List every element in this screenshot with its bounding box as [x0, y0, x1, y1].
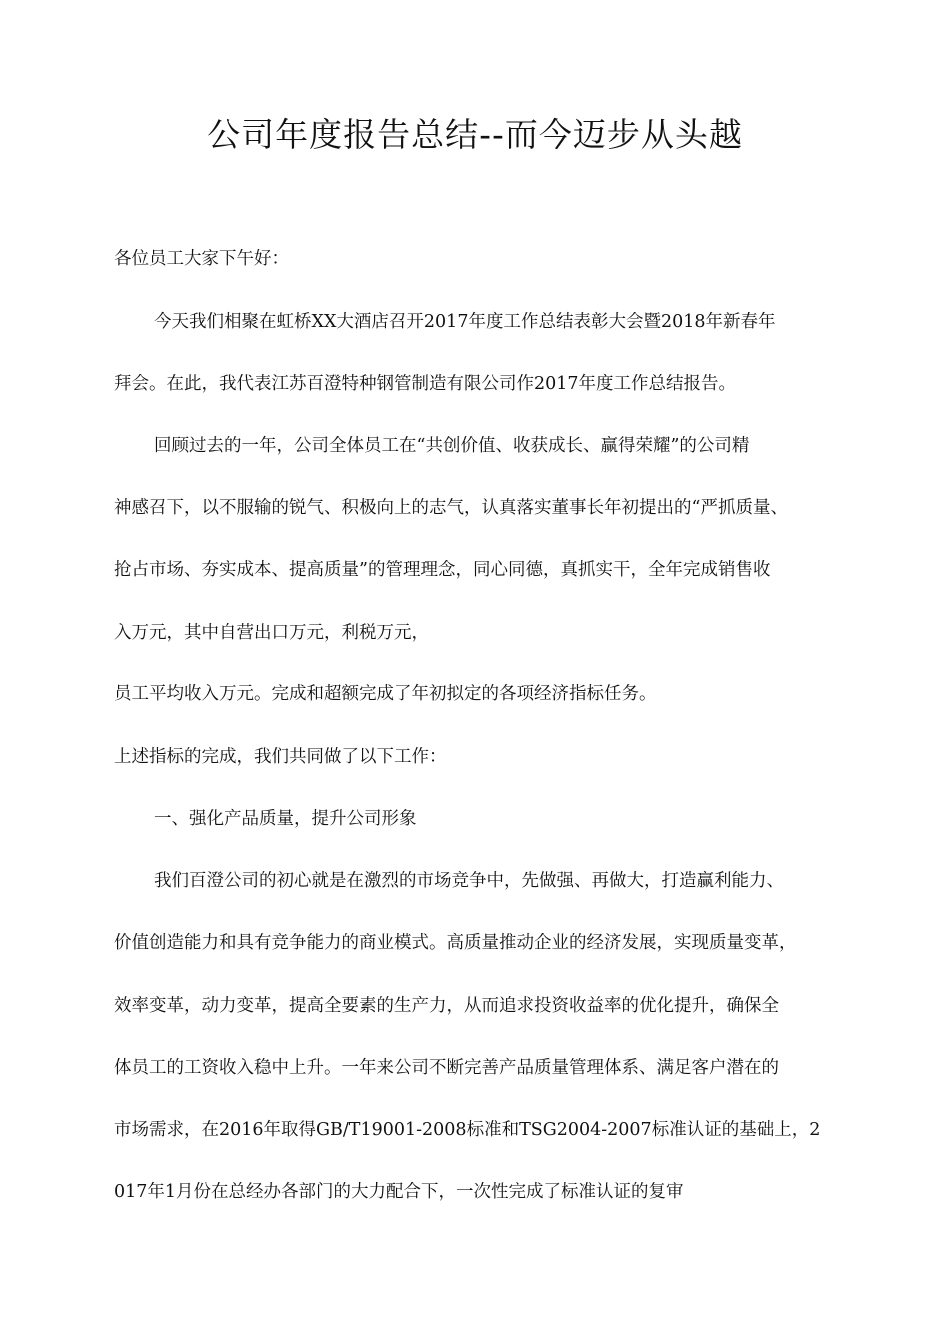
- body-line: 员工平均收入万元。完成和超额完成了年初拟定的各项经济指标任务。: [114, 684, 657, 704]
- body-line: 017年1月份在总经办各部门的大力配合下，一次性完成了标准认证的复审: [114, 1182, 684, 1202]
- greeting-line: 各位员工大家下午好：: [114, 249, 289, 269]
- document-title: 公司年度报告总结--而今迈步从头越: [207, 115, 743, 154]
- body-line: 市场需求，在2016年取得GB/T19001-2008标准和TSG2004-2007标准认证的基础上，2: [114, 1120, 821, 1140]
- body-line: 价值创造能力和具有竞争能力的商业模式。高质量推动企业的经济发展，实现质量变革，: [114, 933, 797, 953]
- body-line: 效率变革，动力变革，提高全要素的生产力，从而追求投资收益率的优化提升，确保全: [114, 996, 779, 1016]
- body-line: 入万元，其中自营出口万元，利税万元，: [114, 623, 429, 643]
- body-line: 拜会。在此，我代表江苏百澄特种钢管制造有限公司作2017年度工作总结报告。: [114, 374, 737, 394]
- body-line: 我们百澄公司的初心就是在激烈的市场竞争中，先做强、再做大，打造赢利能力、: [154, 871, 784, 891]
- body-line: 体员工的工资收入稳中上升。一年来公司不断完善产品质量管理体系、满足客户潜在的: [114, 1058, 779, 1078]
- section-heading: 一、强化产品质量，提升公司形象: [154, 809, 417, 829]
- body-line: 今天我们相聚在虹桥XX大酒店召开2017年度工作总结表彰大会暨2018年新春年: [154, 312, 776, 332]
- body-line: 上述指标的完成，我们共同做了以下工作：: [114, 747, 447, 767]
- body-line: 回顾过去的一年，公司全体员工在“共创价值、收获成长、赢得荣耀”的公司精: [154, 436, 750, 456]
- body-line: 神感召下，以不服输的锐气、积极向上的志气，认真落实董事长年初提出的“严抓质量、: [114, 498, 788, 518]
- body-line: 抢占市场、夯实成本、提高质量”的管理理念，同心同德，真抓实干，全年完成销售收: [114, 560, 771, 580]
